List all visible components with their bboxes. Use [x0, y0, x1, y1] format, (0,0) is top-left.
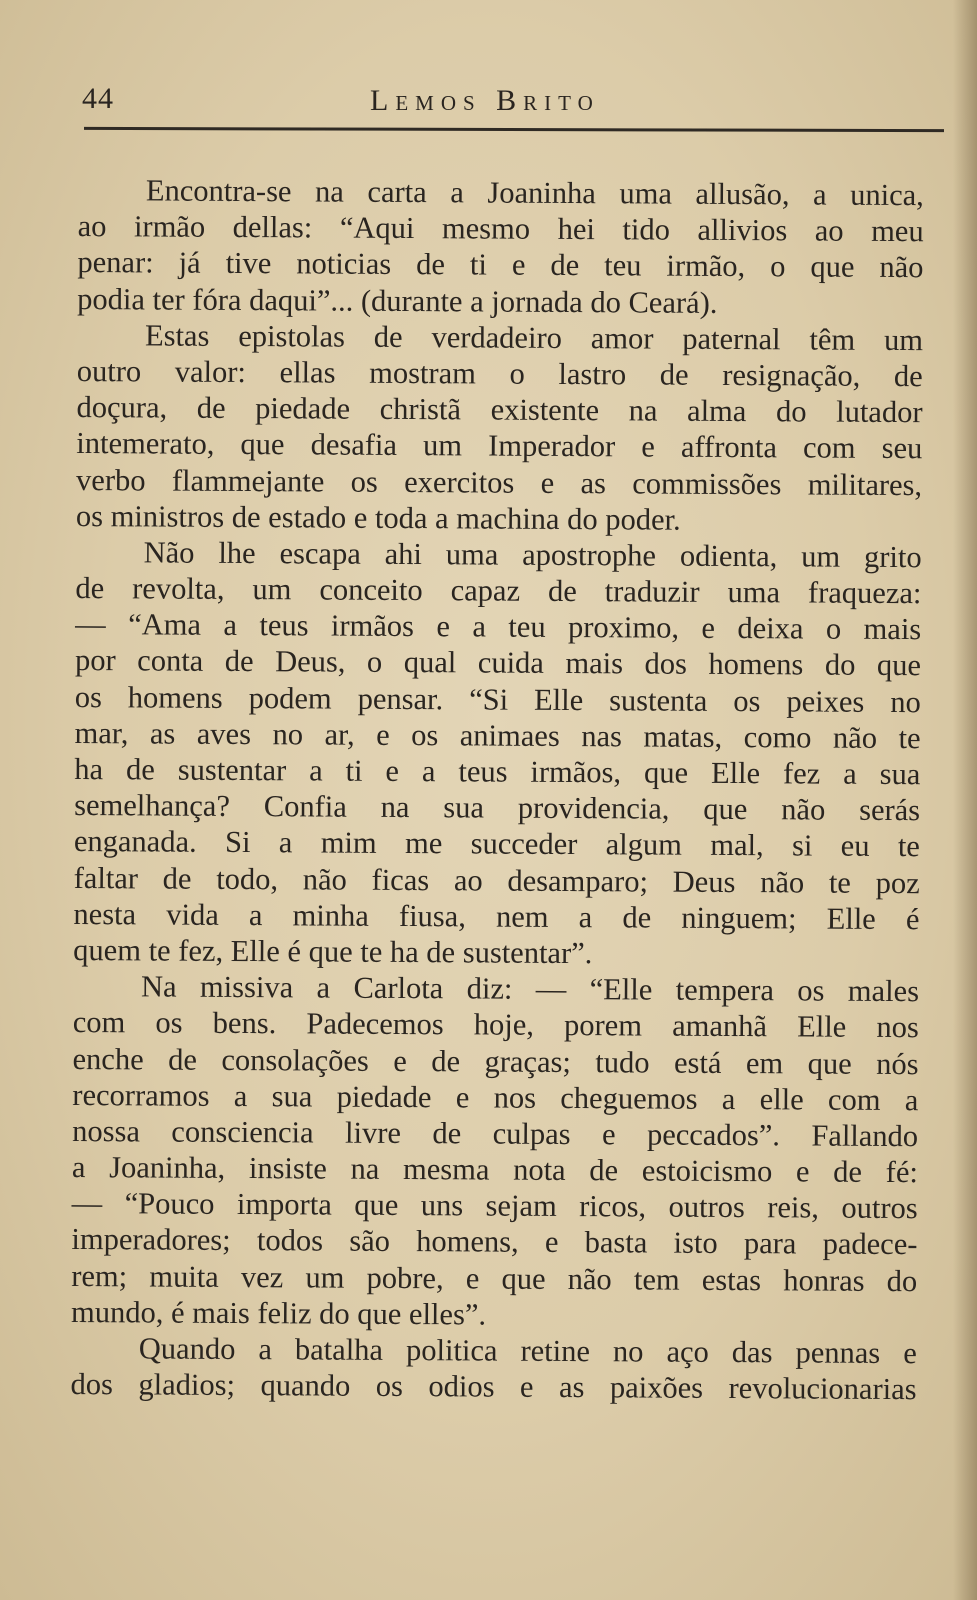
page-number: 44	[82, 82, 114, 115]
text-line: os homens podem pensar. “Si Elle sustenta os peixes no	[74, 679, 921, 719]
text-line: os ministros de estado e toda a machina do poder.	[75, 498, 681, 537]
text-line: Na missiva a Carlota diz: — “Elle tempera os males	[140, 969, 920, 1009]
text-line: nesta vida a minha fiusa, nem a de ninguem; Elle é	[73, 896, 920, 936]
text-line: imperadores; todos são homens, e basta isto para padece-	[71, 1222, 918, 1262]
running-head: Lemos Brito	[370, 84, 600, 117]
text-line: de revolta, um conceito capaz de traduzir uma fraqueza:	[75, 571, 922, 611]
header-rule	[84, 127, 944, 132]
text-line: intemerato, que desafia um Imperador e affronta com seu	[76, 426, 923, 466]
text-line: com os bens. Padecemos hoje, porem amanhã Elle nos	[72, 1005, 919, 1045]
text-line: enche de consolações e de graças; tudo está em que nós	[72, 1041, 919, 1081]
text-line: a Joaninha, insiste na mesma nota de estoicismo e de fé:	[71, 1150, 919, 1190]
text-line: enganada. Si a mim me succeder algum mal, si eu te	[73, 824, 920, 864]
text-line: mundo, é mais feliz do que elles”.	[70, 1294, 487, 1332]
text-line: doçura, de piedade christã existente na alma do lutador	[76, 390, 923, 430]
text-line: nossa consciencia livre de culpas e peccados”. Fallando	[72, 1113, 919, 1154]
text-line: ha de sustentar a ti e a teus irmãos, que Elle fez a sua	[74, 751, 921, 792]
text-line: podia ter fóra daqui”... (durante a jornada do Ceará).	[77, 281, 718, 320]
text-line: Estas epistolas de verdadeiro amor paternal têm um	[144, 318, 924, 357]
body-text	[70, 172, 924, 1408]
text-line: ao irmão dellas: “Aqui mesmo hei tido allivios ao meu	[77, 209, 924, 249]
page-edge-shadow	[953, 0, 977, 1600]
text-line: outro valor: ellas mostram o lastro de resignação, de	[76, 353, 923, 394]
text-line: por conta de Deus, o qual cuida mais dos homens do que	[74, 643, 922, 683]
text-line: dos gladios; quando os odios e as paixões revolucionarias	[70, 1367, 917, 1407]
text-line: Encontra-se na carta a Joaninha uma allusão, a unica,	[145, 173, 924, 213]
text-line: verbo flammejante os exercitos e as commissões militares,	[76, 462, 923, 502]
page-header	[82, 76, 942, 124]
text-line: penar: já tive noticias de ti e de teu irmão, o que não	[77, 245, 924, 285]
text-line: recorramos a sua piedade e nos cheguemos a elle com a	[72, 1077, 919, 1117]
text-line: — “Pouco importa que uns sejam ricos, outros reis, outros	[71, 1186, 918, 1226]
text-line: mar, as aves no ar, e os animaes nas matas, como não te	[74, 715, 921, 755]
text-line: semelhança? Confia na sua providencia, que não serás	[74, 788, 921, 828]
text-line: faltar de todo, não ficas ao desamparo; Deus não te poz	[73, 860, 920, 900]
text-line: rem; muita vez um pobre, e que não tem estas honras do	[71, 1258, 918, 1298]
text-line: Quando a batalha politica retine no aço das pennas e	[138, 1331, 917, 1371]
text-line: — “Ama a teus irmãos e a teu proximo, e deixa o mais	[75, 607, 922, 647]
text-line: Não lhe escapa ahi uma apostrophe odienta, um grito	[143, 535, 922, 575]
text-line: quem te fez, Elle é que te ha de sustentar”.	[73, 932, 593, 971]
